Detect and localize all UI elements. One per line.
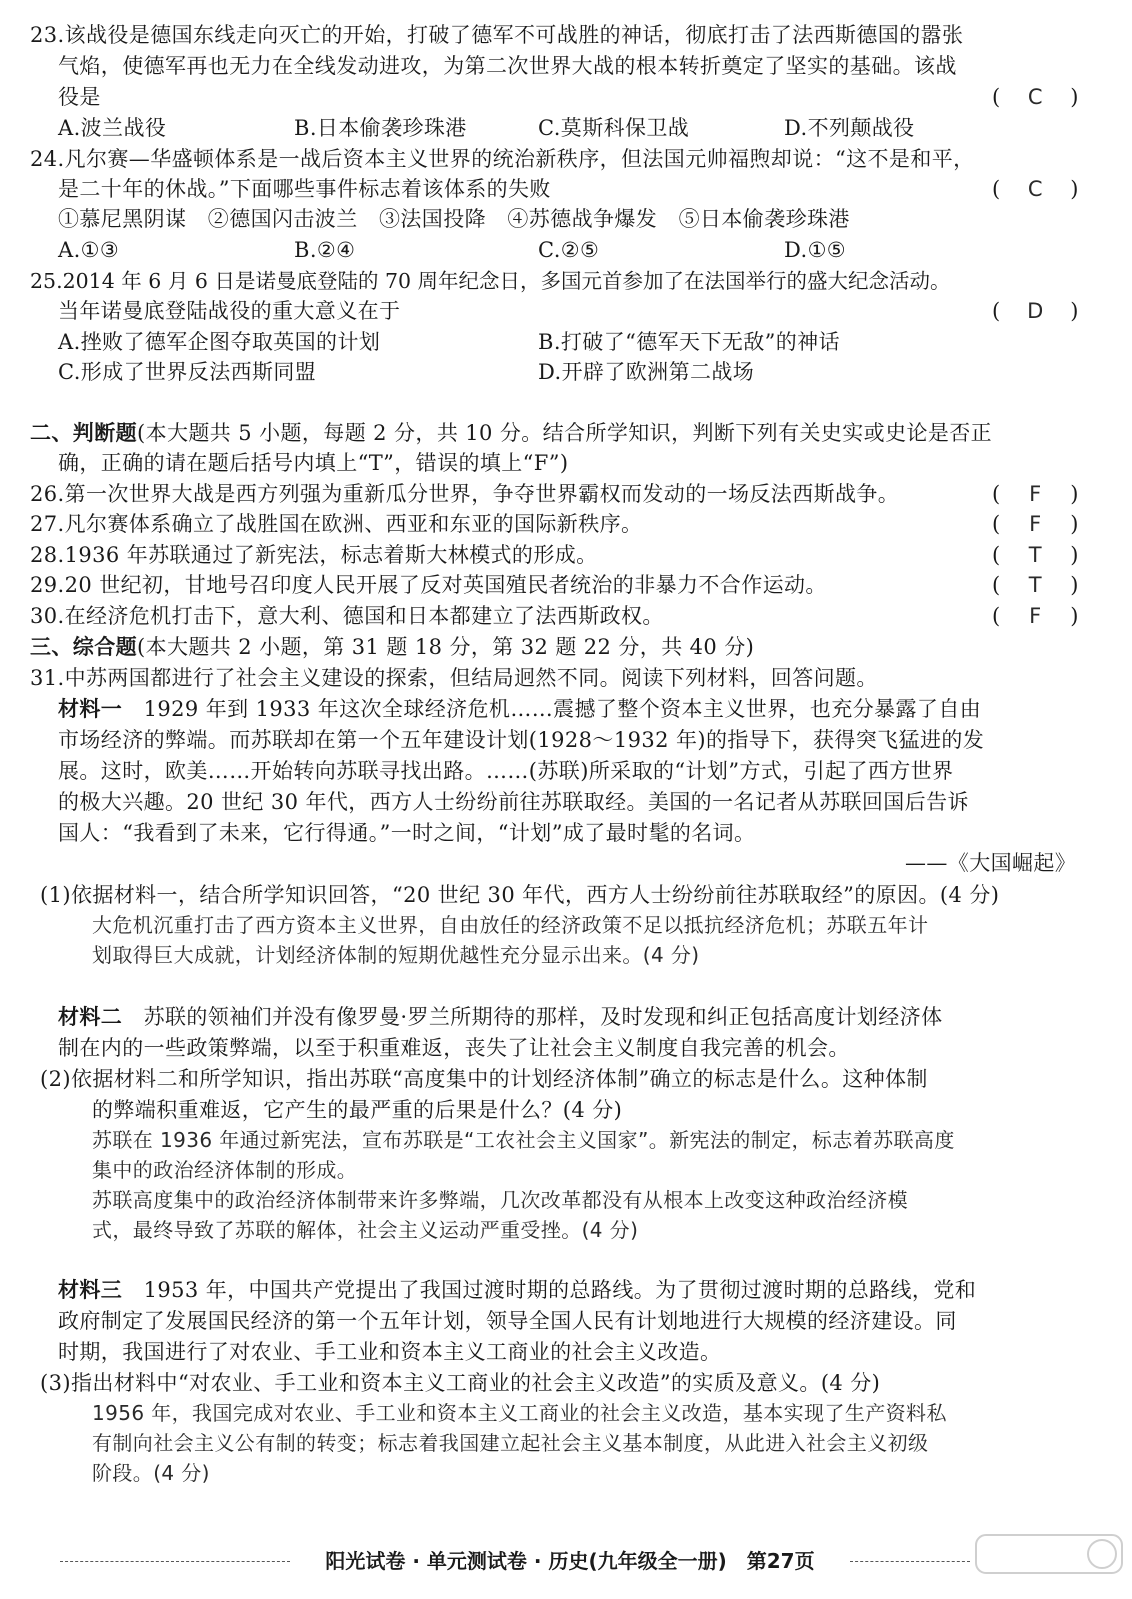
answer-parens: ( C ) [992, 82, 1078, 112]
option-a: A.挫败了德军企图夺取英国的计划 [58, 330, 381, 354]
option-b: B.打破了“德军天下无敌”的神话 [538, 330, 840, 354]
watermark-graphic [974, 1533, 1124, 1595]
answer-text-line: 有制向社会主义公有制的转变；标志着我国建立起社会主义基本制度，从此进入社会主义初级 [92, 1431, 929, 1455]
answer-text-line: 苏联高度集中的政治经济体制带来许多弊端，几次改革都没有从根本上改变这种政治经济模 [92, 1188, 908, 1212]
material-2-line: 制在内的一些政策弊端，以至于积重难返，丧失了让社会主义制度自我完善的机会。 [58, 1036, 850, 1060]
material-3-line: 政府制定了发展国民经济的第一个五年计划，领导全国人民有计划地进行大规模的经济建设。同 [58, 1309, 957, 1333]
page-footer [60, 1546, 1080, 1576]
material-2-line: 材料二 苏联的领袖们并没有像罗曼·罗兰所期待的那样，及时发现和纠正包括高度计划经济体 [58, 1004, 943, 1029]
option-d: D.开辟了欧洲第二战场 [538, 360, 755, 384]
option-d: D.不列颠战役 [784, 116, 915, 140]
material-1-line: 展。这时，欧美……开始转向苏联寻找出路。……(苏联)所采取的“计划”方式，引起了西方世界 [58, 759, 954, 783]
question-text-line: 是二十年的休战。”下面哪些事件标志着该体系的失败 [58, 177, 551, 201]
material-3-line: 时期，我国进行了对农业、手工业和资本主义工商业的社会主义改造。 [58, 1340, 722, 1364]
answer-text-line: 大危机沉重打击了西方资本主义世界，自由放任的经济政策不足以抵抗经济危机；苏联五年计 [92, 913, 929, 937]
section-heading-title: 三、综合题 [30, 634, 137, 659]
answer-text-line: 苏联在 1936 年通过新宪法，宣布苏联是“工农社会主义国家”。新宪法的制定，标志着苏联高度 [92, 1128, 955, 1152]
tf-question-30: 30.在经济危机打击下，意大利、德国和日本都建立了法西斯政权。 [30, 604, 664, 628]
answer-mark: T [1028, 573, 1042, 597]
question-text-line: 气焰，使德军再也无力在全线发动进攻，为第二次世界大战的根本转折奠定了坚实的基础。该战 [58, 54, 957, 78]
answer-mark: D [1027, 299, 1044, 323]
answer-parens: ( D ) [992, 296, 1078, 326]
section-heading [30, 632, 754, 662]
section-desc: (本大题共 5 小题，每题 2 分，共 10 分。结合所学知识，判断下列有关史实或史论是否正 [137, 421, 993, 445]
option-b: B.日本偷袭珍珠港 [294, 116, 467, 140]
material-label: 材料二 [58, 1004, 123, 1029]
question-text-line: 24.凡尔赛—华盛顿体系是一战后资本主义世界的统治新秩序，但法国元帅福煦却说：“这不是和平， [30, 147, 975, 171]
section-heading [30, 418, 992, 448]
answer-parens: ( F ) [992, 509, 1078, 539]
answer-parens: ( T ) [992, 570, 1078, 600]
section-heading-title: 二、判断题 [30, 420, 137, 445]
option-c: C.莫斯科保卫战 [538, 116, 690, 140]
footer-divider [850, 1561, 970, 1562]
footer-divider [60, 1561, 290, 1562]
material-1-line: 国人：“我看到了未来，它行得通。”一时之间，“计划”成了最时髦的名词。 [58, 821, 756, 845]
option-a: A.①③ [58, 238, 120, 262]
tf-question-27: 27.凡尔赛体系确立了战胜国在欧洲、西亚和东亚的国际新秩序。 [30, 512, 643, 536]
footer-text: 阳光试卷 · 单元测试卷 · 历史(九年级全一册) 第27页 [325, 1549, 815, 1573]
answer-mark: F [1029, 482, 1042, 506]
tf-question-26: 26.第一次世界大战是西方列强为重新瓜分世界，争夺世界霸权而发动的一场反法西斯战争。 [30, 482, 900, 506]
material-1-line: 的极大兴趣。20 世纪 30 年代，西方人士纷纷前往苏联取经。美国的一名记者从苏联回国后告诉 [58, 790, 969, 814]
answer-parens: ( F ) [992, 601, 1078, 631]
material-label: 材料一 [58, 696, 123, 721]
section-desc: (本大题共 2 小题，第 31 题 18 分，第 32 题 22 分，共 40 分) [137, 635, 755, 659]
option-c: C.形成了世界反法西斯同盟 [58, 360, 317, 384]
option-b: B.②④ [294, 238, 356, 262]
question-text-line: 役是 [58, 85, 101, 109]
watermark-logo [974, 1533, 1124, 1595]
tf-question-28: 28.1936 年苏联通过了新宪法，标志着斯大林模式的形成。 [30, 543, 598, 567]
answer-mark: T [1028, 543, 1042, 567]
material-1-line: 材料一 1929 年到 1933 年这次全球经济危机……震撼了整个资本主义世界，也充分暴露了自由 [58, 696, 982, 721]
section-desc: 确，正确的请在题后括号内填上“T”，错误的填上“F”) [58, 451, 569, 475]
question-text-line: 25.2014 年 6 月 6 日是诺曼底登陆的 70 周年纪念日，多国元首参加了在法国举行的盛大纪念活动。 [30, 269, 951, 293]
answer-parens: ( T ) [992, 540, 1078, 570]
question-31-stem: 31.中苏两国都进行了社会主义建设的探索，但结局迥然不同。阅读下列材料，回答问题。 [30, 666, 878, 690]
answer-parens: ( C ) [992, 174, 1078, 204]
material-label: 材料三 [58, 1277, 123, 1302]
sub-question-2: (2)依据材料二和所学知识，指出苏联“高度集中的计划经济体制”确立的标志是什么。这种体制 [40, 1067, 928, 1091]
answer-text-line: 1956 年，我国完成对农业、手工业和资本主义工商业的社会主义改造，基本实现了生产资料私 [92, 1401, 947, 1425]
answer-text-line: 划取得巨大成就，计划经济体制的短期优越性充分显示出来。(4 分) [92, 943, 700, 967]
material-3-line: 材料三 1953 年，中国共产党提出了我国过渡时期的总路线。为了贯彻过渡时期的总路线，党和 [58, 1277, 977, 1302]
answer-text-line: 集中的政治经济体制的形成。 [92, 1158, 358, 1182]
option-a: A.波兰战役 [58, 116, 167, 140]
answer-mark: F [1029, 604, 1042, 628]
material-1-line: 市场经济的弊端。而苏联却在第一个五年建设计划(1928～1932 年)的指导下，获得突飞猛进的发 [58, 728, 985, 752]
answer-mark: C [1027, 85, 1043, 109]
answer-text-line: 式，最终导致了苏联的解体，社会主义运动严重受挫。(4 分) [92, 1218, 639, 1242]
question-text-line: 当年诺曼底登陆战役的重大意义在于 [58, 299, 401, 323]
answer-mark: C [1027, 177, 1043, 201]
answer-mark: F [1029, 512, 1042, 536]
sub-question-2: 的弊端积重难返，它产生的最严重的后果是什么？(4 分) [92, 1098, 623, 1122]
option-c: C.②⑤ [538, 238, 600, 262]
material-source: ——《大国崛起》 [905, 851, 1077, 875]
option-d: D.①⑤ [784, 238, 847, 262]
answer-parens: ( F ) [992, 479, 1078, 509]
answer-text-line: 阶段。(4 分) [92, 1461, 210, 1485]
sub-question-1: (1)依据材料一，结合所学知识回答，“20 世纪 30 年代，西方人士纷纷前往苏联取经”的原因。(4 分) [40, 883, 1000, 907]
sub-question-3: (3)指出材料中“对农业、手工业和资本主义工商业的社会主义改造”的实质及意义。(4 分) [40, 1371, 881, 1395]
tf-question-29: 29.20 世纪初，甘地号召印度人民开展了反对英国殖民者统治的非暴力不合作运动。 [30, 573, 827, 597]
question-text-line: ①慕尼黑阴谋 ②德国闪击波兰 ③法国投降 ④苏德战争爆发 ⑤日本偷袭珍珠港 [58, 207, 850, 231]
question-text-line: 23.该战役是德国东线走向灭亡的开始，打破了德军不可战胜的神话，彻底打击了法西斯德国的嚣张 [30, 23, 964, 47]
